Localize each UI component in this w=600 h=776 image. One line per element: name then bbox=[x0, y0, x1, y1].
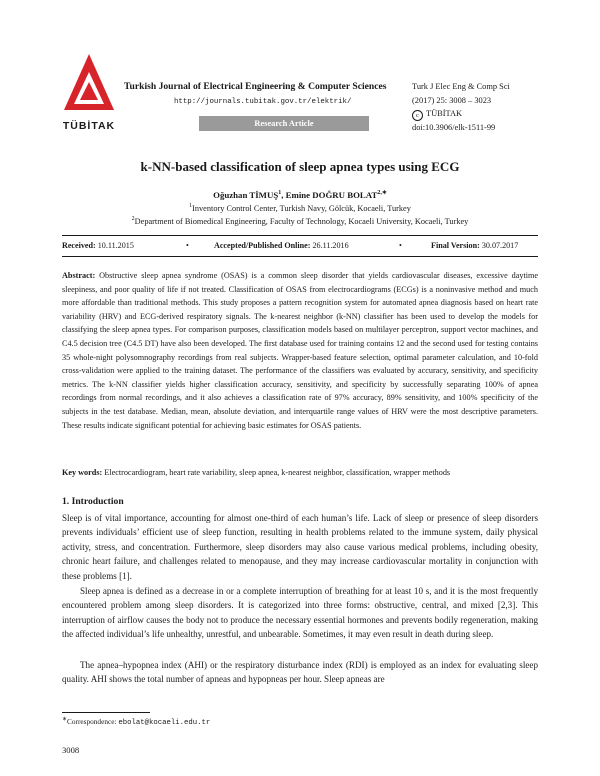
keywords-label: Key words: bbox=[62, 468, 103, 477]
dates-top-rule bbox=[62, 235, 538, 236]
received-label: Received: bbox=[62, 241, 96, 250]
author-1: Oğuzhan TİMUŞ bbox=[213, 190, 279, 200]
section-heading-introduction: 1. Introduction bbox=[62, 496, 124, 507]
affiliation-1-sup: 1 bbox=[189, 203, 193, 210]
journal-url-link[interactable]: http://journals.tubitak.gov.tr/elektrik/ bbox=[174, 98, 352, 106]
intro-paragraph-1: Sleep is of vital importance, accounting for almost one-third of each human’s life. Lack of sleep or presence of sleep disorders prevents individuals’ efficient use of sleep function, resulting in health problems related to the immune system, daily physical activity, stress, and concentration. Furthermore, sleep disorders may also cause various medical problems, including obesity, chronic heart failure, and challenges related to menopause, and they may increase cardiovascular mortality in conjunction with these problems [1]. bbox=[62, 513, 538, 581]
paper-title: k-NN-based classification of sleep apnea types using ECG bbox=[140, 159, 460, 174]
dates-bottom-rule bbox=[62, 256, 538, 257]
abstract-text: Obstructive sleep apnea syndrome (OSAS) is a common sleep disorder that yields cardiovascular diseases, excessive daytime sleepiness, and poor quality of life if not treated. Classification of OSAS from electrocardiograms (ECGs) is a noninvasive method and much more affordable than traditional methods. This study proposes a pattern recognition system for automated apnea diagnosis based on heart rate variability (HRV) and ECG-derived respiratory signals. The k-nearest neighbor (k-NN) classifier has been used to develop the models for classifying the sleep apnea types. For comparison purposes, classification models based on multilayer perceptron, support vector machines, and C4.5 decision tree (C4.5 DT) have also been developed. The first database used for training contains 12 and the second used for testing contains 35 whole-night polysomnography recordings from real subjects. Wrapper-based feature selection, optimal parameter calculation, and 10-fold cross-validation were applied to the training dataset. The performance of the classifiers was evaluated by accuracy, sensitivity, and specificity metrics. The k-NN classifier yields higher classification accuracy, sensitivity, and specificity by successfully separating 100% of apnea recordings from normal recordings, and it also achieves a classification rate of 97% accuracy, 89% sensitivity, and 100% specificity of the subjects in the test database. Median, mean, absolute deviation, and interquartile range values of HRV were the most descriptive parameters. These results indicate significant potential for achieving basic estimates for OSAS patients. bbox=[62, 271, 539, 430]
accepted-label: Accepted/Published Online: bbox=[214, 241, 311, 250]
footnote-rule bbox=[62, 712, 150, 713]
journal-name: Turkish Journal of Electrical Engineering & Computer Sciences bbox=[124, 81, 387, 92]
copyright-line bbox=[412, 107, 510, 121]
dates-bullet-1: • bbox=[186, 241, 189, 250]
keywords bbox=[62, 466, 538, 479]
correspondence-footnote bbox=[62, 717, 210, 727]
affiliation-2-text: Department of Biomedical Engineering, Faculty of Technology, Kocaeli University, Kocaeli, Turkey bbox=[134, 217, 469, 226]
abstract bbox=[62, 269, 538, 432]
accepted-value: 26.11.2016 bbox=[312, 241, 349, 250]
footnote-label: Correspondence: bbox=[67, 717, 117, 726]
logo-text: TÜBİTAK bbox=[62, 120, 116, 132]
keywords-text: Electrocardiogram, heart rate variability, sleep apnea, k-nearest neighbor, classification, wrapper methods bbox=[104, 468, 451, 477]
tubitak-logo-icon bbox=[62, 52, 116, 118]
dates-bullet-2: • bbox=[399, 241, 402, 250]
accepted-date bbox=[214, 241, 349, 250]
final-label: Final Version: bbox=[431, 241, 480, 250]
author-1-sup: 1 bbox=[278, 190, 282, 197]
author-separator: , bbox=[281, 190, 286, 200]
final-date bbox=[431, 241, 518, 250]
affiliation-2-sup: 2 bbox=[131, 216, 135, 223]
abstract-label: Abstract: bbox=[62, 271, 96, 280]
citation-line-2: (2017) 25: 3008 – 3023 bbox=[412, 95, 492, 105]
affiliation-1-text: Inventory Control Center, Turkish Navy, Gölcük, Kocaeli, Turkey bbox=[192, 204, 411, 213]
author-2-sup: 2,∗ bbox=[377, 190, 387, 197]
final-value: 30.07.2017 bbox=[481, 241, 519, 250]
page-number: 3008 bbox=[62, 745, 80, 755]
author-2: Emine DOĞRU BOLAT bbox=[285, 190, 378, 200]
citation-line-1: Turk J Elec Eng & Comp Sci bbox=[412, 82, 510, 91]
citation-block bbox=[412, 80, 510, 135]
copyright-icon: c bbox=[412, 110, 423, 121]
intro-paragraph-2: Sleep apnea is defined as a decrease in or a complete interruption of breathing for at least 10 s, and it is the most frequently encountered problem among sleep disorders. It is categorized into three forms: obstructive, central, and mixed [2,3]. This interruption of airflow causes the body not to produce the necessary essential hormones and prevents bodily regeneration, making the affected individual’s life unhealthy, unrestful, and unbearable. Sometimes, it may even result in death during sleep. bbox=[62, 586, 538, 640]
affiliation-1 bbox=[0, 204, 600, 213]
tubitak-logo bbox=[62, 52, 116, 134]
footnote-marker: ∗ bbox=[62, 716, 68, 723]
received-value: 10.11.2015 bbox=[97, 241, 134, 250]
article-type-badge: Research Article bbox=[199, 116, 369, 131]
author-list bbox=[0, 190, 600, 200]
correspondence-email[interactable]: ebolat@kocaeli.edu.tr bbox=[118, 719, 211, 727]
copyright-holder: TÜBİTAK bbox=[426, 109, 463, 118]
affiliation-2 bbox=[0, 217, 600, 226]
received-date bbox=[62, 241, 134, 250]
intro-paragraph-3: The apnea–hypopnea index (AHI) or the respiratory disturbance index (RDI) is employed as an index for evaluating sleep quality. AHI shows the total number of apneas and hypopneas per hour. Sleep apneas are bbox=[62, 660, 538, 685]
doi-link[interactable]: doi:10.3906/elk-1511-99 bbox=[412, 123, 496, 132]
